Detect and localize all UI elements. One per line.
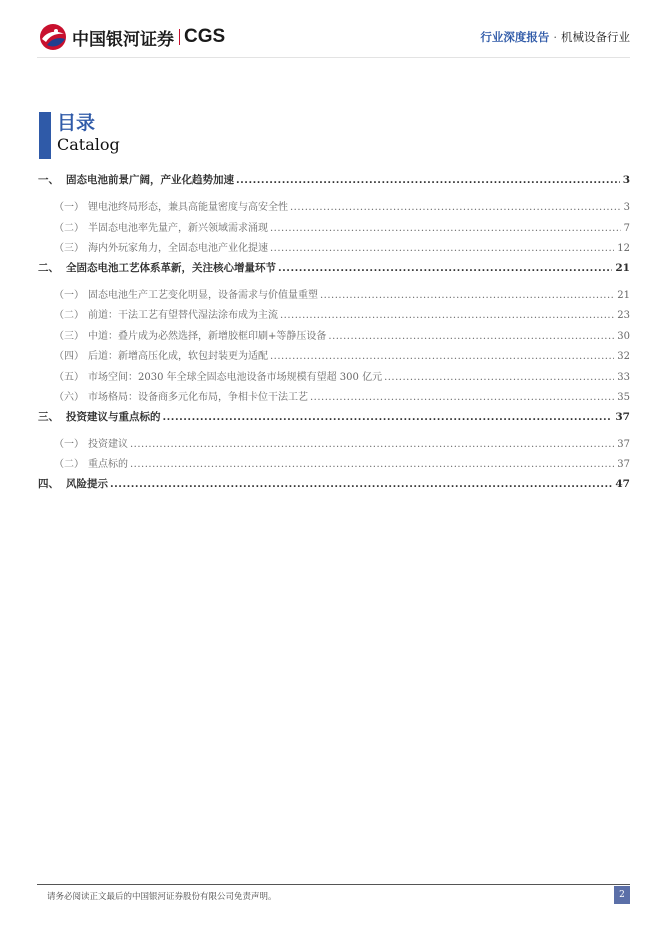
title-accent-bar bbox=[39, 112, 51, 159]
toc-entry-number: （二） bbox=[54, 222, 84, 234]
toc-entry-number: 一、 bbox=[38, 174, 59, 186]
toc-subsection-entry[interactable] bbox=[38, 306, 630, 327]
header-separator: · bbox=[553, 30, 557, 44]
toc-page-number: 47 bbox=[615, 477, 630, 490]
toc-subsection-entry[interactable] bbox=[38, 435, 630, 456]
logo-english-name: CGS bbox=[184, 26, 226, 47]
toc-section-entry[interactable] bbox=[38, 476, 630, 496]
toc-page-number: 37 bbox=[615, 410, 630, 423]
toc-entry-title: 半固态电池率先量产，新兴领域需求涌现 bbox=[88, 222, 268, 234]
toc-subsection-entry[interactable] bbox=[38, 327, 630, 348]
toc-entry-title: 重点标的 bbox=[88, 459, 128, 470]
toc-section-entry[interactable] bbox=[38, 409, 630, 429]
toc-leader-dots bbox=[320, 290, 614, 301]
toc-leader-dots bbox=[270, 351, 614, 362]
cgs-logo bbox=[38, 22, 225, 52]
toc-page-number: 30 bbox=[617, 330, 630, 342]
toc-entry-title: 市场格局：设备商多元化布局，争相卡位干法工艺 bbox=[88, 392, 308, 403]
page-number: 2 bbox=[614, 886, 630, 904]
logo-chinese-name: 中国银河证券 bbox=[72, 29, 174, 50]
toc-leader-dots bbox=[270, 243, 614, 254]
report-category bbox=[480, 29, 630, 45]
toc-page-number: 3 bbox=[622, 174, 630, 186]
toc-leader-dots bbox=[110, 478, 612, 490]
toc-entry-number: （五） bbox=[54, 371, 84, 383]
toc-page-number: 33 bbox=[617, 371, 630, 383]
toc-page-number: 7 bbox=[623, 222, 630, 234]
toc-entry-title: 投资建议与重点标的 bbox=[66, 410, 161, 423]
toc-entry-number: 三、 bbox=[38, 410, 59, 423]
report-type: 行业深度报告 bbox=[480, 30, 550, 44]
toc-page-number: 12 bbox=[617, 243, 630, 254]
toc-entry-number: （四） bbox=[54, 351, 84, 362]
toc-entry-number: 四、 bbox=[38, 477, 59, 490]
toc-entry-title: 投资建议 bbox=[88, 438, 128, 450]
toc-entry-title: 风险提示 bbox=[66, 477, 108, 490]
toc-subsection-entry[interactable] bbox=[38, 286, 630, 307]
title-english: Catalog bbox=[57, 135, 120, 154]
toc-leader-dots bbox=[310, 392, 614, 403]
toc-entry-title: 后道：新增高压化成，软包封装更为适配 bbox=[88, 351, 268, 362]
toc-subsection-entry[interactable] bbox=[38, 219, 630, 240]
toc-entry-number: （一） bbox=[54, 202, 84, 213]
toc-entry-title: 固态电池生产工艺变化明显，设备需求与价值量重塑 bbox=[88, 289, 318, 301]
toc-entry-number: （二） bbox=[54, 310, 84, 321]
table-of-contents bbox=[38, 172, 630, 496]
footer-divider bbox=[37, 884, 630, 885]
toc-subsection-entry[interactable] bbox=[38, 368, 630, 389]
header-divider bbox=[37, 57, 630, 58]
toc-entry-title: 市场空间：2030 年全球全固态电池设备市场规模有望超 300 亿元 bbox=[88, 371, 383, 383]
toc-entry-number: （三） bbox=[54, 243, 84, 254]
toc-page-number: 32 bbox=[617, 351, 630, 362]
toc-leader-dots bbox=[278, 262, 612, 274]
toc-entry-title: 中道：叠片成为必然选择，新增胶框印刷+等静压设备 bbox=[88, 330, 327, 342]
page-header bbox=[0, 0, 662, 60]
toc-page-number: 35 bbox=[617, 392, 630, 403]
toc-leader-dots bbox=[290, 202, 621, 213]
toc-entry-number: （一） bbox=[54, 438, 84, 450]
toc-page-number: 37 bbox=[617, 438, 630, 450]
toc-entry-number: 二、 bbox=[38, 261, 59, 274]
toc-leader-dots bbox=[384, 372, 614, 383]
toc-entry-title: 锂电池终局形态，兼具高能量密度与高安全性 bbox=[88, 202, 288, 213]
toc-subsection-entry[interactable] bbox=[38, 455, 630, 476]
toc-entry-title: 前道：干法工艺有望替代湿法涂布成为主流 bbox=[88, 310, 278, 321]
toc-entry-title: 海内外玩家角力，全固态电池产业化提速 bbox=[88, 243, 268, 254]
toc-subsection-entry[interactable] bbox=[38, 388, 630, 409]
toc-leader-dots bbox=[163, 411, 613, 423]
toc-leader-dots bbox=[130, 459, 614, 470]
title-chinese: 目录 bbox=[57, 112, 96, 134]
toc-subsection-entry[interactable] bbox=[38, 198, 630, 219]
toc-entry-number: （六） bbox=[54, 392, 84, 403]
toc-entry-title: 全固态电池工艺体系革新，关注核心增量环节 bbox=[66, 261, 276, 274]
toc-entry-number: （二） bbox=[54, 459, 84, 470]
toc-leader-dots bbox=[328, 331, 614, 342]
cgs-logo-icon bbox=[38, 22, 68, 52]
toc-entry-number: （三） bbox=[54, 330, 84, 342]
industry-name: 机械设备行业 bbox=[561, 30, 630, 44]
footer-disclaimer: 请务必阅读正文最后的中国银河证券股份有限公司免责声明。 bbox=[47, 892, 277, 902]
toc-leader-dots bbox=[130, 439, 614, 450]
toc-subsection-entry[interactable] bbox=[38, 347, 630, 368]
toc-page-number: 23 bbox=[617, 310, 630, 321]
toc-leader-dots bbox=[236, 174, 620, 186]
toc-entry-number: （一） bbox=[54, 289, 84, 301]
toc-page-number: 3 bbox=[623, 202, 630, 213]
logo-divider bbox=[179, 29, 180, 45]
toc-entry-title: 固态电池前景广阔，产业化趋势加速 bbox=[66, 174, 234, 186]
toc-leader-dots bbox=[270, 223, 621, 234]
toc-subsection-entry[interactable] bbox=[38, 239, 630, 260]
toc-page-number: 21 bbox=[615, 261, 630, 274]
toc-page-number: 21 bbox=[617, 289, 630, 301]
toc-leader-dots bbox=[280, 310, 614, 321]
toc-page-number: 37 bbox=[617, 459, 630, 470]
toc-section-entry[interactable] bbox=[38, 260, 630, 280]
toc-section-entry[interactable] bbox=[38, 172, 630, 192]
